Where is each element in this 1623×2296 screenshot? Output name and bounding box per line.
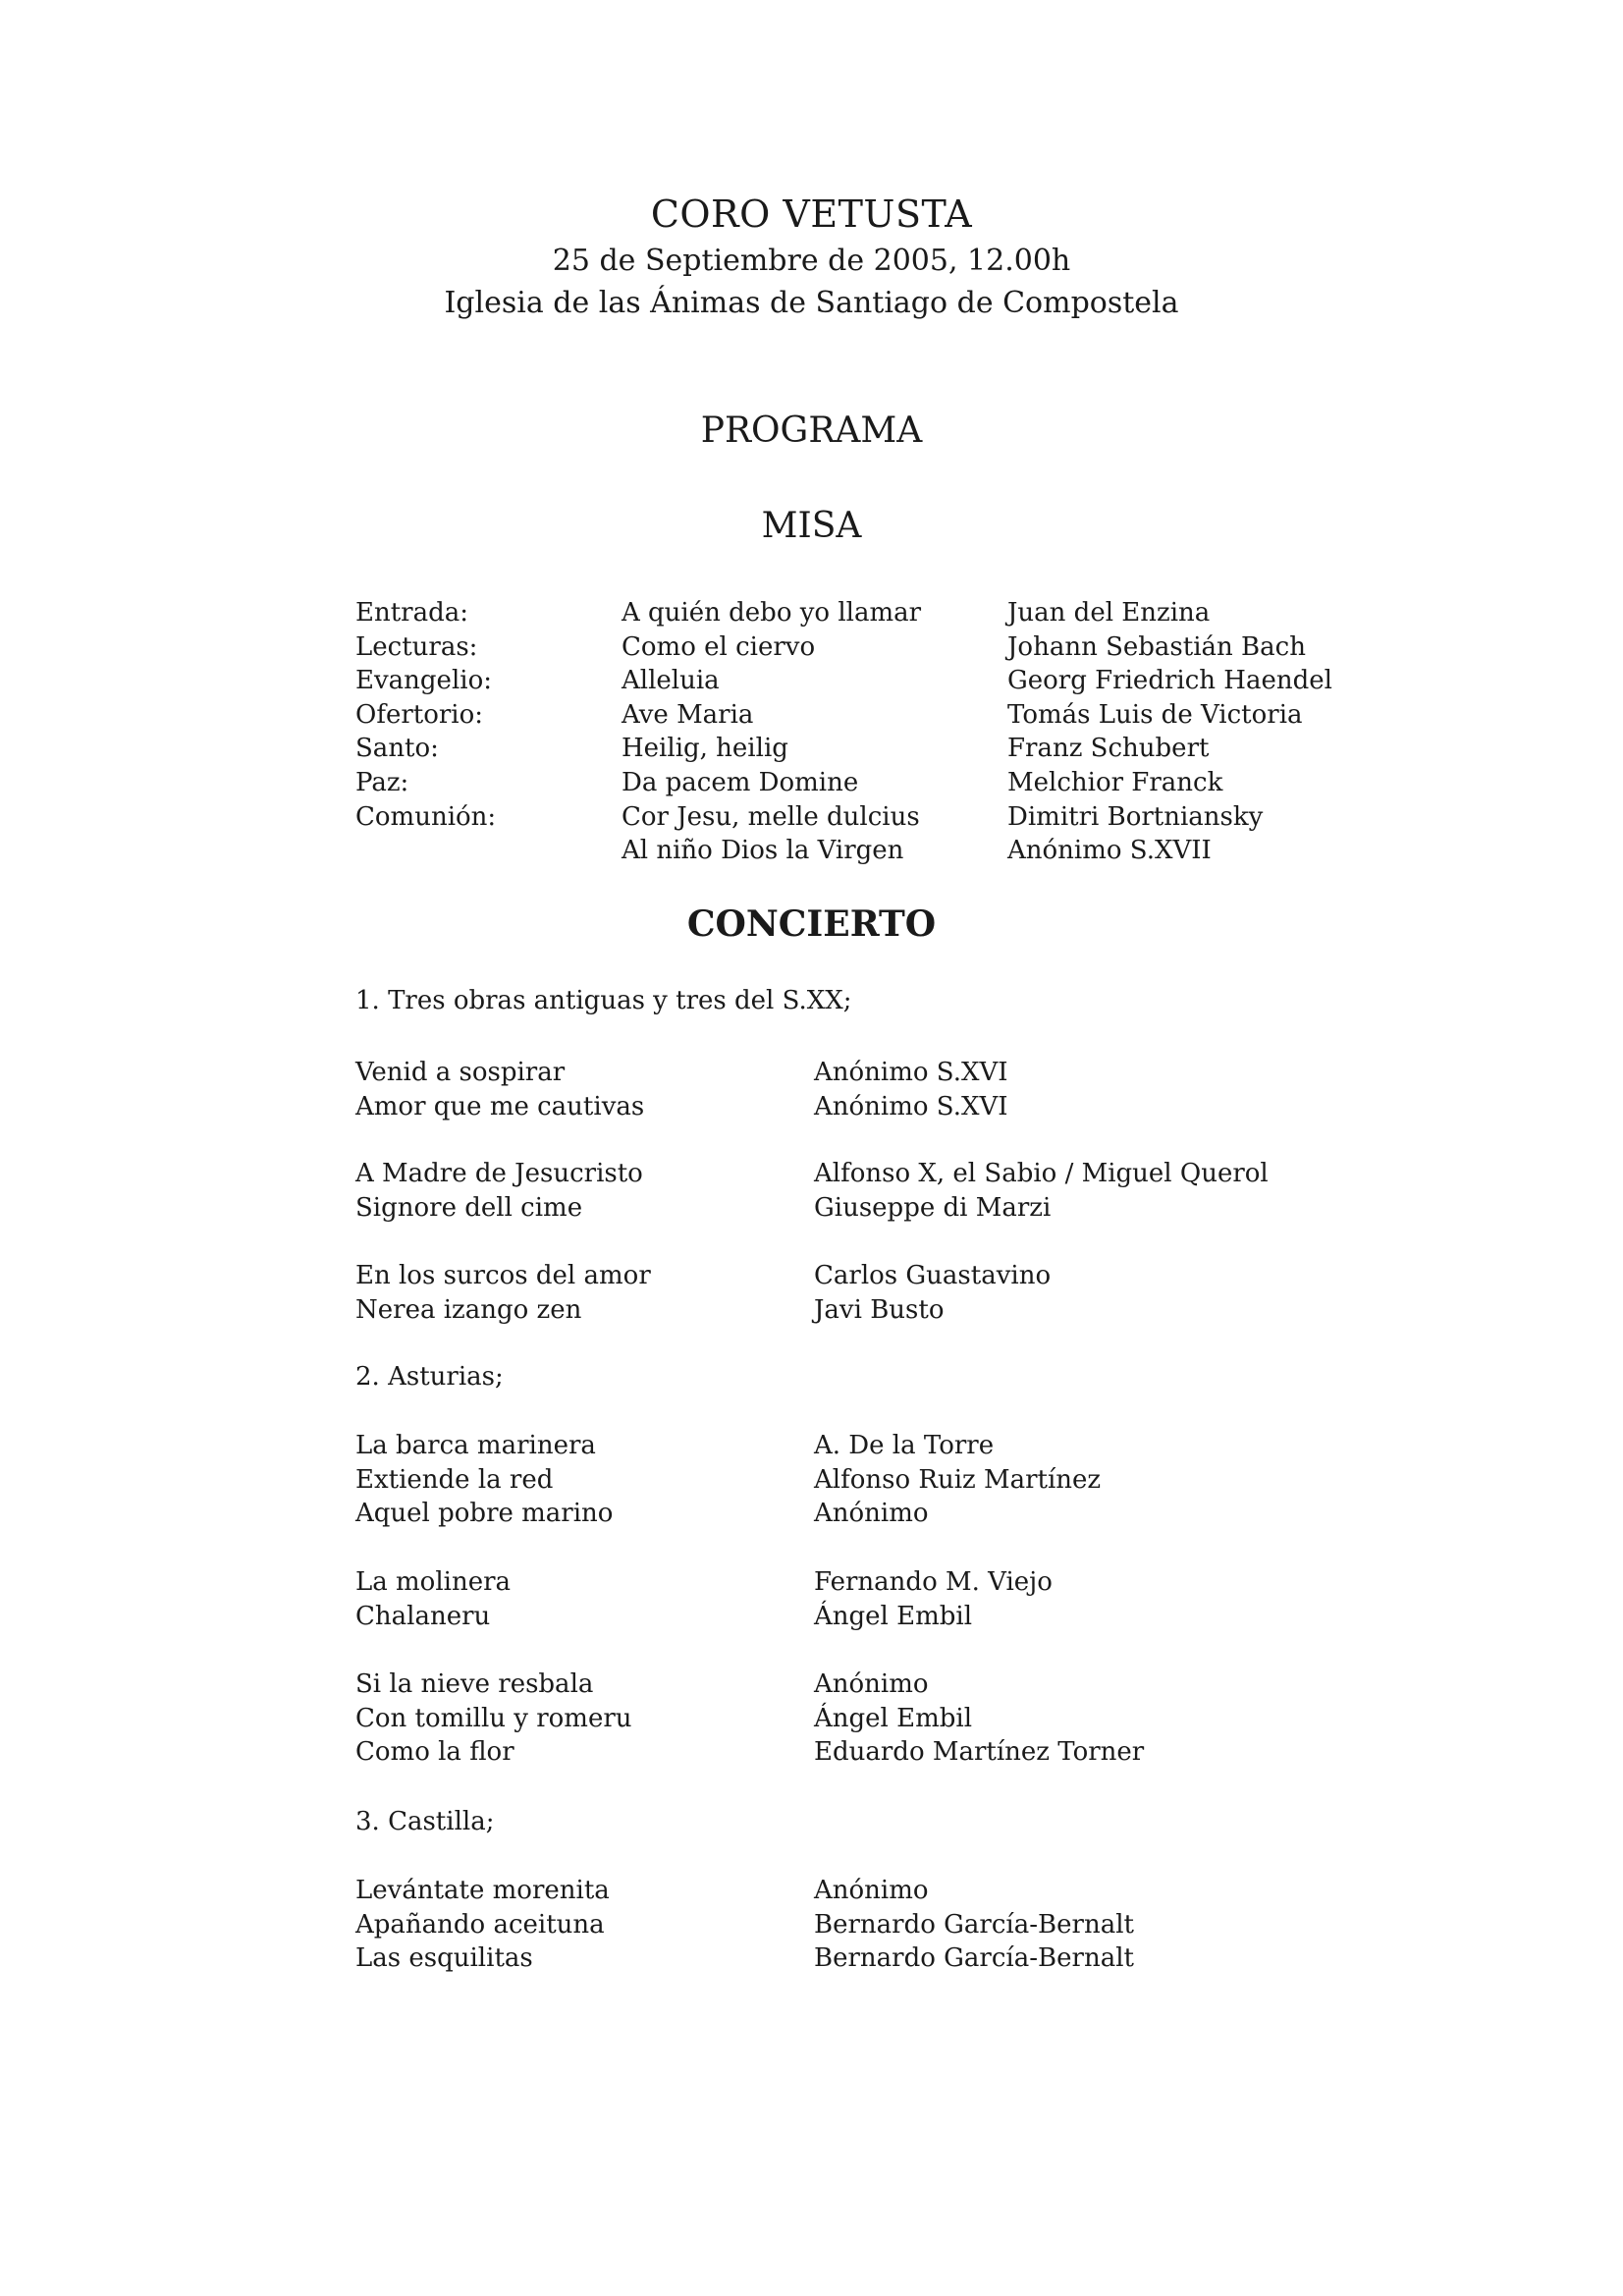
misa-part: Santo: [355, 734, 439, 764]
concert-venue: Iglesia de las Ánimas de Santiago de Compostela [444, 286, 1179, 320]
work-composer: Anónimo S.XVI [814, 1091, 1008, 1121]
work-group [355, 1565, 1435, 1633]
work-title: Nerea izango zen [355, 1294, 582, 1325]
work-title: Si la nieve resbala [355, 1669, 594, 1699]
work-row [355, 1874, 1435, 1908]
work-row [355, 1056, 1435, 1090]
misa-part: Lecturas: [355, 631, 478, 662]
misa-work: Alleluia [622, 666, 720, 696]
misa-part: Comunión: [355, 801, 497, 832]
work-row [355, 1463, 1435, 1498]
misa-work: Como el ciervo [622, 631, 816, 662]
work-row [355, 1497, 1435, 1531]
misa-row [355, 630, 1337, 665]
work-row [355, 1157, 1435, 1191]
misa-composer: Juan del Enzina [1007, 598, 1211, 628]
misa-row [355, 800, 1337, 835]
misa-part: Entrada: [355, 598, 469, 628]
work-composer: Bernardo García-Bernalt [814, 1943, 1134, 1974]
work-composer: Ángel Embil [814, 1703, 973, 1733]
work-title: La molinera [355, 1567, 512, 1597]
work-title: La barca marinera [355, 1431, 596, 1460]
work-title: Amor que me cautivas [355, 1091, 645, 1121]
choir-title: CORO VETUSTA [650, 192, 973, 236]
work-title: Las esquilitas [355, 1943, 533, 1974]
misa-work: Al niño Dios la Virgen [622, 836, 904, 866]
work-row [355, 1941, 1435, 1976]
misa-composer: Johann Sebastián Bach [1007, 631, 1306, 662]
work-composer: Anónimo [814, 1499, 929, 1529]
misa-row [355, 732, 1337, 766]
work-composer: Javi Busto [814, 1294, 945, 1325]
work-composer: Anónimo S.XVI [814, 1058, 1008, 1087]
work-row [355, 1667, 1435, 1702]
work-row [355, 1735, 1435, 1770]
misa-row [355, 698, 1337, 733]
work-row [355, 1429, 1435, 1463]
work-row [355, 1293, 1435, 1328]
programa-heading: PROGRAMA [700, 410, 923, 451]
work-title: Como la flor [355, 1737, 514, 1768]
misa-work: Da pacem Domine [622, 767, 859, 797]
work-composer: Anónimo [814, 1876, 929, 1905]
misa-row [355, 664, 1337, 698]
misa-row [355, 834, 1337, 868]
misa-composer: Franz Schubert [1007, 734, 1210, 764]
work-composer: Anónimo [814, 1669, 929, 1699]
work-group [355, 1056, 1435, 1123]
misa-part: Paz: [355, 767, 409, 797]
misa-table [355, 596, 1337, 868]
work-title: Con tomillu y romeru [355, 1703, 632, 1733]
misa-work: A quién debo yo llamar [622, 598, 922, 628]
work-group [355, 1667, 1435, 1770]
work-composer: A. De la Torre [814, 1431, 995, 1460]
work-group [355, 1429, 1435, 1531]
misa-work: Cor Jesu, melle dulcius [622, 801, 920, 832]
work-title: A Madre de Jesucristo [355, 1159, 643, 1188]
work-title: Aquel pobre marino [355, 1499, 614, 1529]
work-composer: Alfonso Ruiz Martínez [814, 1464, 1102, 1495]
work-title: Signore dell cime [355, 1192, 583, 1223]
section-1-label: 1. Tres obras antiguas y tres del S.XX; [355, 986, 852, 1015]
work-group [355, 1874, 1435, 1976]
work-row [355, 1259, 1435, 1293]
work-title: Apañando aceituna [355, 1909, 605, 1940]
work-composer: Fernando M. Viejo [814, 1567, 1053, 1597]
concierto-heading: CONCIERTO [686, 903, 937, 945]
misa-part: Evangelio: [355, 666, 492, 696]
work-group [355, 1259, 1435, 1327]
work-composer: Giuseppe di Marzi [814, 1192, 1052, 1223]
misa-composer: Georg Friedrich Haendel [1007, 666, 1332, 696]
work-title: Levántate morenita [355, 1876, 610, 1905]
work-title: Extiende la red [355, 1464, 554, 1495]
misa-work: Ave Maria [622, 699, 754, 730]
work-title: Chalaneru [355, 1601, 491, 1631]
misa-part: Ofertorio: [355, 699, 484, 730]
work-title: En los surcos del amor [355, 1261, 651, 1290]
work-composer: Eduardo Martínez Torner [814, 1737, 1145, 1768]
section-3-label: 3. Castilla; [355, 1807, 495, 1836]
misa-composer: Dimitri Bortniansky [1007, 801, 1264, 832]
misa-heading: MISA [761, 506, 862, 546]
work-row [355, 1191, 1435, 1226]
work-row [355, 1702, 1435, 1736]
work-row [355, 1565, 1435, 1600]
work-composer: Ángel Embil [814, 1601, 973, 1631]
work-row [355, 1090, 1435, 1124]
misa-composer: Melchior Franck [1007, 767, 1223, 797]
misa-work: Heilig, heilig [622, 734, 788, 764]
work-composer: Alfonso X, el Sabio / Miguel Querol [814, 1159, 1269, 1188]
work-composer: Bernardo García-Bernalt [814, 1909, 1134, 1940]
misa-composer: Anónimo S.XVII [1007, 836, 1212, 866]
work-group [355, 1157, 1435, 1225]
section-2-label: 2. Asturias; [355, 1362, 504, 1392]
misa-row [355, 766, 1337, 800]
work-title: Venid a sospirar [355, 1058, 566, 1087]
misa-row [355, 596, 1337, 630]
concert-date: 25 de Septiembre de 2005, 12.00h [552, 244, 1071, 278]
work-row [355, 1600, 1435, 1634]
misa-composer: Tomás Luis de Victoria [1007, 699, 1303, 730]
work-composer: Carlos Guastavino [814, 1261, 1052, 1290]
work-row [355, 1908, 1435, 1942]
